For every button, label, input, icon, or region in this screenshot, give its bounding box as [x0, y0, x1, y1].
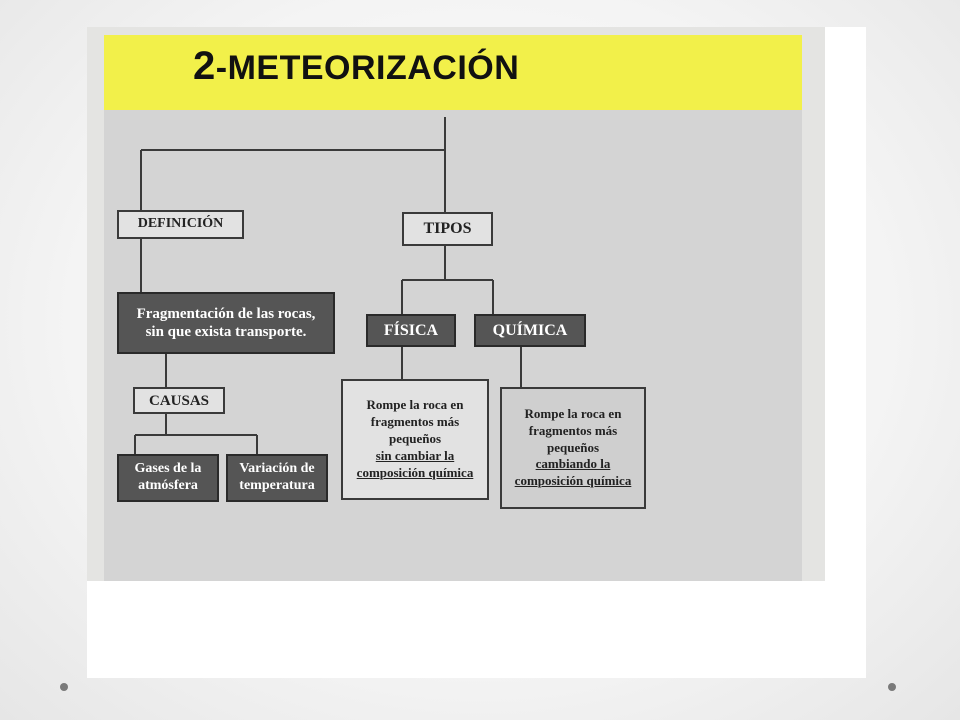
gases-box [117, 454, 219, 502]
corner-dot-left [60, 683, 68, 691]
fisica-box [366, 314, 456, 347]
corner-dot-right [888, 683, 896, 691]
tipos-label: TIPOS [423, 220, 472, 238]
fisica-line5: composición química [356, 464, 474, 480]
quimica-description-box [500, 387, 646, 509]
fisica-label: FÍSICA [383, 321, 439, 339]
definicion-text-line2: sin que exista transporte. [145, 324, 307, 340]
gases-line2: atmósfera [138, 478, 198, 493]
gases-line1: Gases de la [134, 461, 202, 477]
quimica-line4: cambiando la [535, 456, 611, 472]
quimica-line3: pequeños [546, 439, 600, 455]
variacion-line2: temperatura [239, 478, 315, 493]
quimica-box [474, 314, 586, 347]
quimica-label: QUÍMICA [492, 321, 568, 339]
title-word: -METEORIZACIÓN [215, 49, 520, 87]
definicion-text-box [117, 292, 335, 354]
definicion-text-line1: Fragmentación de las rocas, [136, 306, 316, 322]
fisica-line3: pequeños [388, 431, 442, 447]
tipos-box [402, 212, 493, 246]
variacion-line1: Variación de [239, 461, 315, 477]
diagram-title [193, 44, 613, 88]
quimica-line5: composición química [514, 473, 632, 489]
quimica-line1: Rompe la roca en [524, 405, 622, 421]
fisica-line4: sin cambiar la [375, 447, 455, 463]
definicion-label: DEFINICIÓN [137, 216, 224, 232]
fisica-description-box [341, 379, 489, 500]
variacion-box [226, 454, 328, 502]
fisica-line1: Rompe la roca en [366, 397, 464, 413]
definicion-box [117, 210, 244, 239]
title-number: 2 [193, 44, 216, 88]
quimica-line2: fragmentos más [528, 422, 618, 438]
fisica-line2: fragmentos más [370, 414, 460, 430]
causas-label: CAUSAS [148, 392, 209, 409]
causas-box [133, 387, 225, 414]
